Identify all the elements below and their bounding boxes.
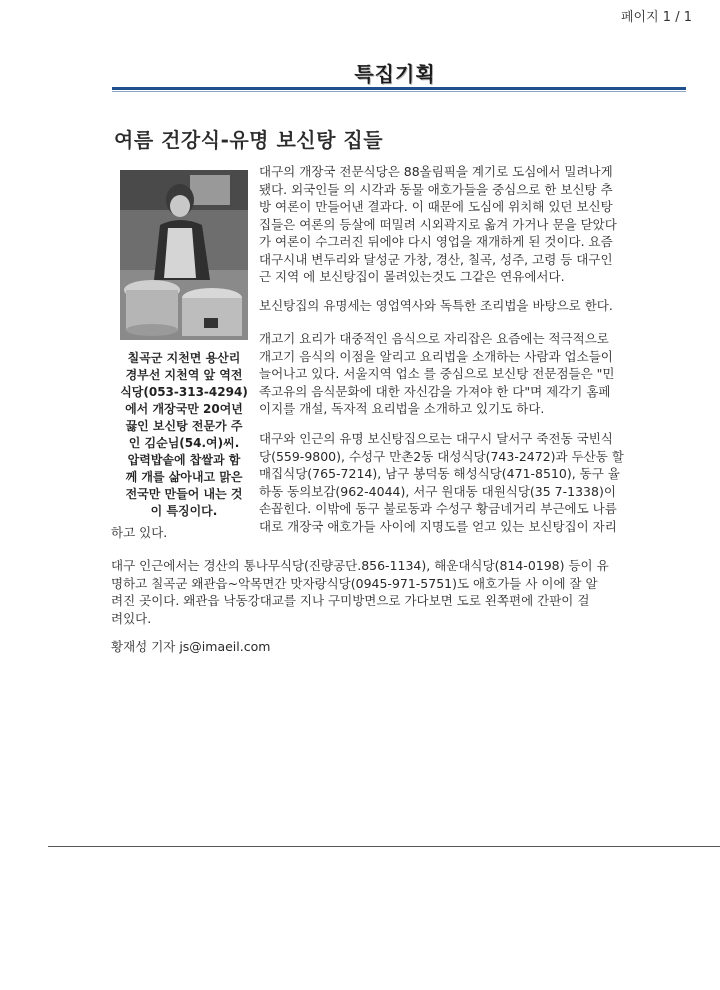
text-line: 명하고 칠곡군 왜관읍~악목면간 맛자랑식당(0945-971-5751)도 애호가들 사 이에 잘 알	[111, 575, 598, 591]
text-line: 됐다. 외국인들 의 시각과 동물 애호가들을 중심으로 한 보신탕 추	[259, 181, 613, 197]
paragraph-2	[259, 297, 689, 315]
paragraph-3	[259, 330, 689, 418]
caption-line: 경부선 지천역 앞 역전	[125, 368, 243, 382]
text-line: 당(559-9800), 수성구 만촌2동 대성식당(743-2472)과 두산동 할	[259, 448, 624, 464]
text-line: 하동 동의보감(962-4044), 서구 원대동 대원식당(35 7-1338)이	[259, 483, 616, 499]
text-line: 집들은 여론의 등살에 떠밀려 시외곽지로 옮겨 가거나 문을 닫았다	[259, 216, 617, 232]
page-number: 페이지 1 / 1	[621, 10, 692, 25]
caption-line: 에서 개장국만 20여년	[125, 402, 243, 416]
caption-line: 인 김순님(54.여)씨.	[128, 436, 240, 450]
bottom-divider	[48, 846, 720, 847]
text-line: 이지를 개설, 독자적 요리법을 소개하고 있기도 하다.	[259, 401, 545, 416]
photo-caption	[113, 350, 255, 520]
article-headline: 여름 건강식-유명 보신탕 집들	[114, 128, 384, 152]
text-line: 보신탕집의 유명세는 영업역사와 독특한 조리법을 바탕으로 한다.	[259, 298, 613, 313]
byline-text: 황재성 기자 js@imaeil.com	[111, 639, 271, 654]
caption-line: 식당(053-313-4294)	[120, 385, 248, 399]
text-line: 려진 곳이다. 왜관읍 낙동강대교를 지나 구미방면으로 가다보면 도로 왼쪽편에 간판이 걸	[111, 593, 590, 608]
text-line: 개고기 음식의 이점을 알리고 요리법을 소개하는 사람과 업소들이	[259, 348, 613, 364]
title-rule	[112, 87, 686, 90]
text-line: 개고기 요리가 대중적인 음식으로 자리잡은 요즘에는 적극적으로	[259, 331, 609, 346]
text-line: 족고유의 음식문화에 대한 자신감을 가져야 한 다"며 제각기 홈페	[259, 383, 611, 399]
caption-line: 끓인 보신탕 전문가 주	[125, 419, 243, 433]
text-line: 매집식당(765-7214), 남구 봉덕동 해성식당(471-8510), 동구 율	[259, 466, 620, 481]
caption-line: 전국만 만들어 내는 것	[125, 487, 243, 501]
text-line: 대구와 인근의 유명 보신탕집으로는 대구시 달서구 죽전동 국빈식	[259, 431, 613, 446]
article-photo	[120, 170, 248, 340]
section-title: 특집기획	[354, 62, 436, 86]
title-rule-thin	[112, 91, 686, 92]
paragraph-5	[111, 557, 701, 627]
text-line: 하고 있다.	[111, 525, 168, 540]
text-line: 대구의 개장국 전문식당은 88올림픽을 계기로 도심에서 밀려나게	[259, 164, 613, 179]
text-line: 근 지역 에 보신탕집이 몰려있는것도 그같은 연유에서다.	[259, 269, 565, 284]
caption-line: 압력밥솥에 찹쌀과 함	[127, 453, 241, 467]
caption-line: 이 특징이다.	[150, 504, 218, 518]
text-line: 대구시내 변두리와 달성군 가창, 경산, 칠곡, 성주, 고령 등 대구인	[259, 251, 613, 267]
paragraph-4-end	[111, 524, 701, 542]
text-line: 대구 인근에서는 경산의 통나무식당(진량공단.856-1134), 해운대식당(814-0198) 등이 유	[111, 558, 609, 573]
text-line: 대로 개장국 애호가들 사이에 지명도를 얻고 있는 보신탕집이 자리	[259, 518, 617, 534]
paragraph-1	[259, 163, 689, 286]
text-line: 가 여론이 수그러진 뒤에야 다시 영업을 재개하게 된 것이다. 요즘	[259, 234, 613, 249]
paragraph-4	[259, 430, 689, 535]
caption-line: 께 개를 삶아내고 맑은	[125, 470, 243, 484]
byline	[111, 638, 701, 656]
text-line: 려있다.	[111, 610, 152, 626]
caption-line: 칠곡군 지천면 용산리	[127, 351, 241, 365]
text-line: 방 여론이 만들어낸 결과다. 이 때문에 도심에 위치해 있던 보신탕	[259, 199, 613, 214]
text-line: 손꼽힌다. 이밖에 동구 불로동과 수성구 황금네거리 부근에도 나름	[259, 501, 617, 516]
text-line: 늘어나고 있다. 서울지역 업소 를 중심으로 보신탕 전문점들은 "민	[259, 366, 615, 381]
